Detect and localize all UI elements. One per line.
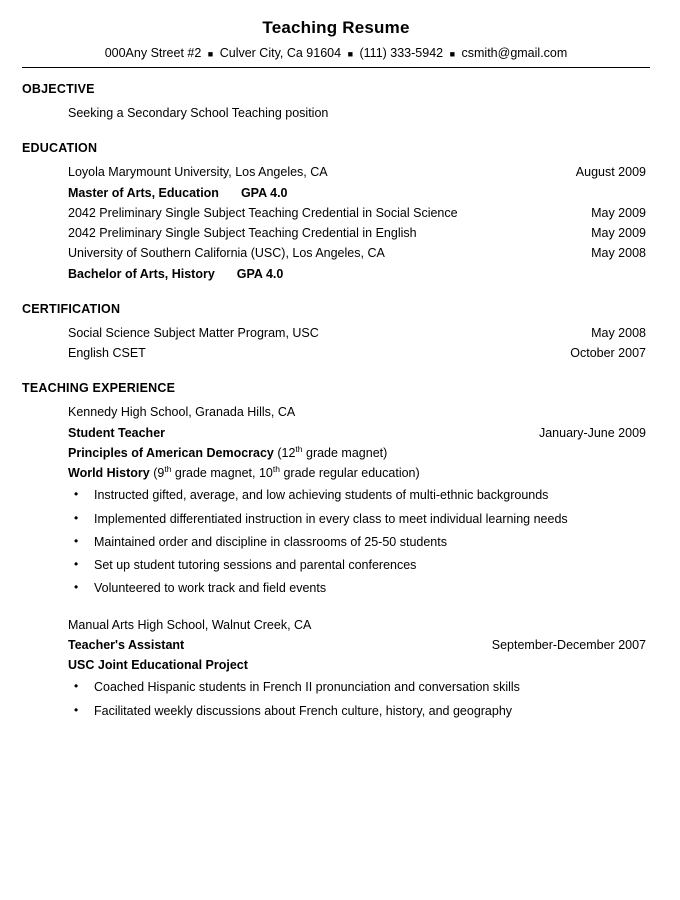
education-gpa: GPA 4.0 bbox=[236, 266, 284, 281]
education-institution: University of Southern California (USC), Los Angeles, CA bbox=[68, 246, 385, 261]
certification-name: Social Science Subject Matter Program, USC bbox=[68, 325, 319, 340]
course-ordinal: th bbox=[272, 463, 280, 474]
course-detail: (12 bbox=[273, 445, 296, 460]
certification-date: May 2008 bbox=[591, 325, 646, 340]
education-date: May 2009 bbox=[591, 226, 646, 240]
separator-icon: ■ bbox=[347, 48, 353, 59]
certification-entry bbox=[68, 343, 650, 363]
list-item: • Instructed gifted, average, and low achieving students of multi-ethnic backgrounds bbox=[68, 485, 650, 505]
education-degree: Master of Arts, Education bbox=[68, 185, 219, 200]
separator-icon: ■ bbox=[207, 48, 214, 59]
education-credential: 2042 Preliminary Single Subject Teaching Credential in English bbox=[68, 226, 417, 240]
list-item: • Maintained order and discipline in classrooms of 25-50 students bbox=[68, 532, 650, 552]
course-detail-mid: grade magnet, 10 bbox=[171, 466, 273, 480]
education-institution: Loyola Marymount University, Los Angeles, CA bbox=[68, 165, 328, 180]
certification-name: English CSET bbox=[68, 346, 146, 360]
job-course-2 bbox=[68, 463, 650, 483]
education-degree: Bachelor of Arts, History bbox=[68, 266, 215, 281]
education-entry bbox=[68, 183, 650, 203]
job-title: Teacher's Assistant bbox=[68, 637, 185, 652]
list-item: • Set up student tutoring sessions and parental conferences bbox=[68, 555, 650, 575]
section-heading-certification: CERTIFICATION bbox=[22, 301, 121, 316]
course-ordinal: th bbox=[164, 463, 172, 474]
certification-date: October 2007 bbox=[570, 346, 646, 360]
job-dates: January-June 2009 bbox=[538, 425, 646, 440]
experience-job bbox=[22, 402, 650, 598]
list-item: • Facilitated weekly discussions about French culture, history, and geography bbox=[68, 701, 650, 721]
job-employer: Manual Arts High School, Walnut Creek, CA bbox=[68, 617, 312, 632]
course-name: World History bbox=[68, 466, 150, 480]
section-teaching-experience bbox=[22, 381, 650, 721]
section-education bbox=[22, 141, 650, 284]
education-entry bbox=[68, 223, 650, 243]
job-course-1 bbox=[68, 443, 650, 463]
objective-text: Seeking a Secondary School Teaching position bbox=[68, 106, 329, 120]
experience-job bbox=[22, 615, 650, 721]
section-certification bbox=[22, 302, 650, 364]
list-item: • Implemented differentiated instruction in every class to meet individual learning needs bbox=[68, 509, 650, 529]
course-ordinal: th bbox=[295, 443, 303, 454]
contact-city: Culver City, Ca 91604 bbox=[219, 46, 342, 60]
education-credential: 2042 Preliminary Single Subject Teaching Credential in Social Science bbox=[68, 205, 458, 220]
job-dates: September-December 2007 bbox=[491, 637, 646, 652]
education-gpa: GPA 4.0 bbox=[240, 185, 288, 200]
education-entry bbox=[68, 203, 650, 223]
job-title: Student Teacher bbox=[68, 425, 166, 440]
course-detail-tail: grade magnet) bbox=[302, 445, 388, 460]
separator-icon: ■ bbox=[449, 48, 456, 59]
contact-phone: (111) 333-5942 bbox=[359, 46, 444, 60]
course-detail-tail: grade regular education) bbox=[279, 466, 420, 480]
contact-email: csmith@gmail.com bbox=[461, 46, 568, 60]
section-heading-experience: TEACHING EXPERIENCE bbox=[22, 381, 176, 396]
list-item: • Volunteered to work track and field events bbox=[68, 578, 650, 598]
education-entry bbox=[68, 162, 650, 182]
job-employer: Kennedy High School, Granada Hills, CA bbox=[68, 405, 296, 420]
education-date: May 2009 bbox=[591, 205, 646, 220]
section-heading-objective: OBJECTIVE bbox=[22, 82, 95, 96]
education-date: May 2008 bbox=[591, 246, 646, 261]
job-program: USC Joint Educational Project bbox=[68, 658, 248, 672]
course-name: Principles of American Democracy bbox=[68, 445, 274, 460]
education-entry bbox=[68, 264, 650, 284]
contact-line bbox=[22, 46, 650, 60]
section-objective bbox=[22, 82, 650, 123]
education-date: August 2009 bbox=[575, 165, 646, 180]
contact-address: 000Any Street #2 bbox=[104, 46, 202, 60]
certification-entry bbox=[68, 323, 650, 343]
header-divider bbox=[22, 67, 650, 68]
job-bullet-list bbox=[68, 677, 650, 721]
course-detail: (9 bbox=[149, 466, 165, 480]
job-bullet-list bbox=[68, 485, 650, 598]
education-entry bbox=[68, 243, 650, 263]
page-title: Teaching Resume bbox=[262, 18, 410, 37]
list-item: • Coached Hispanic students in French II pronunciation and conversation skills bbox=[68, 677, 650, 697]
section-heading-education: EDUCATION bbox=[22, 141, 98, 156]
